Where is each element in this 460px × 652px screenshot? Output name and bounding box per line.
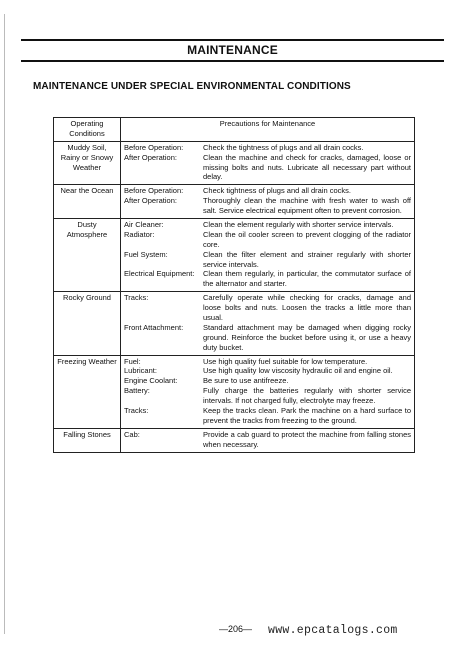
precaution-text: Use high quality fuel suitable for low temperature.	[203, 356, 368, 366]
condition-cell: Rocky Ground	[54, 292, 121, 355]
precaution-cell	[121, 355, 415, 428]
precaution-line	[124, 323, 411, 353]
precaution-text: Use high quality low viscosity hydraulic oil and engine oil.	[203, 366, 393, 376]
table-row	[54, 141, 415, 185]
precaution-cell	[121, 428, 415, 452]
precaution-text: Check tightness of plugs and all drain cocks.	[203, 186, 351, 196]
table-row	[54, 428, 415, 452]
maintenance-table	[53, 117, 415, 453]
condition-cell: Freezing Weather	[54, 355, 121, 428]
precaution-line	[124, 376, 411, 386]
precaution-line	[124, 366, 411, 376]
precaution-label: Before Operation:	[124, 186, 184, 196]
precaution-label: Lubricant:	[124, 366, 157, 376]
precaution-text: Carefully operate while checking for cracks, damage and loose bolts and nuts. Loosen the tracks a little more than usual.	[203, 293, 411, 323]
section-title: MAINTENANCE UNDER SPECIAL ENVIRONMENTAL CONDITIONS	[33, 81, 351, 92]
precaution-cell	[121, 141, 415, 185]
precaution-line	[124, 430, 411, 450]
precaution-label: Radiator:	[124, 229, 155, 239]
precaution-line	[124, 386, 411, 406]
precaution-label: Electrical Equipment:	[124, 269, 195, 279]
precaution-text: Clean the machine and check for cracks, damaged, loose or missing bolts and nuts. Lubricate all necessary part without delay.	[203, 152, 411, 182]
precaution-label: Engine Coolant:	[124, 376, 178, 386]
precaution-line	[124, 250, 411, 270]
condition-cell: Muddy Soil, Rainy or Snowy Weather	[54, 141, 121, 185]
precaution-line	[124, 220, 411, 230]
precaution-text: Clean the element regularly with shorter service intervals.	[203, 220, 394, 230]
precaution-line	[124, 269, 411, 289]
condition-cell: Dusty Atmosphere	[54, 219, 121, 292]
precaution-line	[124, 153, 411, 183]
precaution-text: Check the tightness of plugs and all drain cocks.	[203, 142, 364, 152]
precaution-label: Tracks:	[124, 293, 149, 303]
table-row	[54, 185, 415, 219]
precaution-label: Before Operation:	[124, 142, 184, 152]
column-header-conditions: Operating Conditions	[54, 118, 121, 142]
precaution-label: Fuel System:	[124, 249, 168, 259]
precaution-text: Thoroughly clean the machine with fresh water to wash off salt. Service electrical equipment often to prevent corrosion.	[203, 196, 411, 216]
precaution-text: Clean them regularly, in particular, the commutator surface of the alternator and starter.	[203, 269, 411, 289]
watermark-text: www.epcatalogs.com	[268, 624, 398, 637]
precaution-cell	[121, 292, 415, 355]
condition-cell: Near the Ocean	[54, 185, 121, 219]
column-header-precautions: Precautions for Maintenance	[121, 118, 415, 142]
precaution-line	[124, 357, 411, 367]
precaution-line	[124, 293, 411, 323]
table-header-row	[54, 118, 415, 142]
table-body	[54, 141, 415, 452]
precaution-text: Clean the filter element and strainer regularly with shorter service intervals.	[203, 249, 411, 269]
precaution-cell	[121, 185, 415, 219]
precaution-cell	[121, 219, 415, 292]
precaution-label: Tracks:	[124, 406, 149, 416]
page-header-title: MAINTENANCE	[187, 43, 278, 57]
scan-edge-line	[4, 14, 5, 634]
page-number: —206—	[219, 624, 253, 634]
precaution-label: Air Cleaner:	[124, 220, 164, 230]
precaution-line	[124, 406, 411, 426]
table-row	[54, 219, 415, 292]
precaution-line	[124, 196, 411, 216]
precaution-text: Fully charge the batteries regularly with shorter service intervals. If not charged fully, electrolyte may freeze.	[203, 386, 411, 406]
precaution-label: After Operation:	[124, 196, 177, 206]
precaution-text: Be sure to use antifreeze.	[203, 376, 289, 386]
precaution-text: Clean the oil cooler screen to prevent clogging of the radiator core.	[203, 229, 411, 249]
precaution-line	[124, 186, 411, 196]
precaution-text: Standard attachment may be damaged when digging rocky ground. Reinforce the bucket before using it, or use a heavy duty bucket.	[203, 322, 411, 352]
precaution-label: Fuel:	[124, 356, 141, 366]
precaution-label: Front Attachment:	[124, 322, 184, 332]
condition-cell: Falling Stones	[54, 428, 121, 452]
precaution-text: Keep the tracks clean. Park the machine on a hard surface to prevent the tracks from freezing to the ground.	[203, 406, 411, 425]
precaution-text: Provide a cab guard to protect the machine from falling stones when necessary.	[203, 429, 411, 449]
precaution-line	[124, 230, 411, 250]
table-row	[54, 355, 415, 428]
precaution-label: After Operation:	[124, 152, 177, 162]
page-header	[21, 39, 444, 62]
precaution-line	[124, 143, 411, 153]
table-row	[54, 292, 415, 355]
precaution-label: Cab:	[124, 429, 140, 439]
precaution-label: Battery:	[124, 386, 150, 396]
